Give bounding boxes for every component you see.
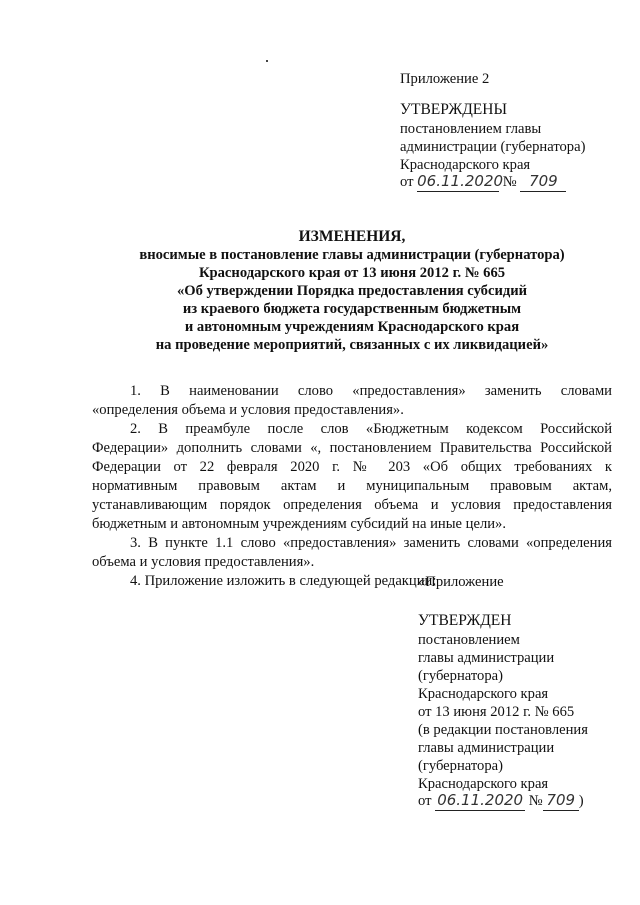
appendix2-line-2: главы администрации	[418, 650, 555, 666]
approved-label: УТВЕРЖДЕНЫ	[400, 101, 507, 118]
title-line-3: «Об утверждении Порядка предоставления субсидий	[176, 283, 528, 299]
body-line-1: 1. В наименовании слово «предоставления» заменить словами	[130, 383, 612, 399]
scan-dot	[266, 60, 268, 62]
handwritten-number: 709	[520, 173, 566, 192]
body-line-6: нормативным правовым актам и муниципальным правовым актам,	[92, 478, 612, 494]
appendix2-handwritten-number: 709	[543, 792, 579, 811]
appendix2-line-4: Краснодарского края	[418, 686, 549, 702]
body-line-9: 3. В пункте 1.1 слово «предоставления» заменить словами «определения	[130, 535, 612, 551]
body-line-2: «определения объема и условия предоставления».	[92, 402, 404, 418]
handwritten-date: 06.11.2020	[417, 172, 504, 190]
appendix2-handwritten-date: 06.11.2020	[435, 792, 525, 811]
body-line-11: 4. Приложение изложить в следующей редакции:	[130, 573, 437, 589]
appendix2-line-6: (в редакции постановления	[418, 722, 588, 738]
approval-line-2: администрации (губернатора)	[400, 139, 586, 155]
body-line-4: Федерации» дополнить словами «, постановлением Правительства Российской	[92, 440, 612, 456]
title-line-5: и автономным учреждениям Краснодарского края	[184, 319, 520, 335]
appendix2-line-5: от 13 июня 2012 г. № 665	[418, 704, 575, 720]
appendix2-line-1: постановлением	[418, 632, 520, 648]
from-label: от	[400, 174, 414, 190]
appendix2-label: «Приложение	[418, 574, 504, 590]
number-label: №	[502, 174, 517, 190]
appendix-label: Приложение 2	[400, 71, 490, 87]
title-line-1: вносимые в постановление главы администрации (губернатора)	[139, 247, 565, 263]
body-line-3: 2. В преамбуле после слов «Бюджетным кодексом Российской	[130, 421, 612, 437]
approval-line-1: постановлением главы	[400, 121, 542, 137]
title-line-6: на проведение мероприятий, связанных с их ликвидацией»	[155, 337, 549, 353]
appendix2-line-7: главы администрации	[418, 740, 555, 756]
body-line-8: бюджетным и автономным учреждениям субсидий на иные цели».	[92, 516, 506, 532]
doc-title: ИЗМЕНЕНИЯ,	[298, 228, 406, 245]
appendix2-from-label: от	[418, 793, 432, 809]
appendix2-line-3: (губернатора)	[418, 668, 503, 684]
body-line-7: устанавливающим порядок определения объема и условия предоставления	[92, 497, 612, 513]
appendix2-number-label: №	[528, 793, 543, 809]
approval-line-3: Краснодарского края	[400, 157, 531, 173]
body-line-10: объема и условия предоставления».	[92, 554, 315, 570]
appendix2-approved: УТВЕРЖДЕН	[418, 612, 512, 629]
approval-date-line	[400, 173, 566, 192]
title-line-2: Краснодарского края от 13 июня 2012 г. № 665	[198, 265, 506, 281]
appendix2-close-paren: )	[578, 793, 584, 809]
appendix2-line-9: Краснодарского края	[418, 776, 549, 792]
title-line-4: из краевого бюджета государственным бюджетным	[182, 301, 522, 317]
appendix2-date-line	[418, 792, 584, 811]
body-line-5: Федерации от 22 февраля 2020 г. № 203 «Об общих требованиях к	[92, 459, 612, 475]
appendix2-line-8: (губернатора)	[418, 758, 503, 774]
